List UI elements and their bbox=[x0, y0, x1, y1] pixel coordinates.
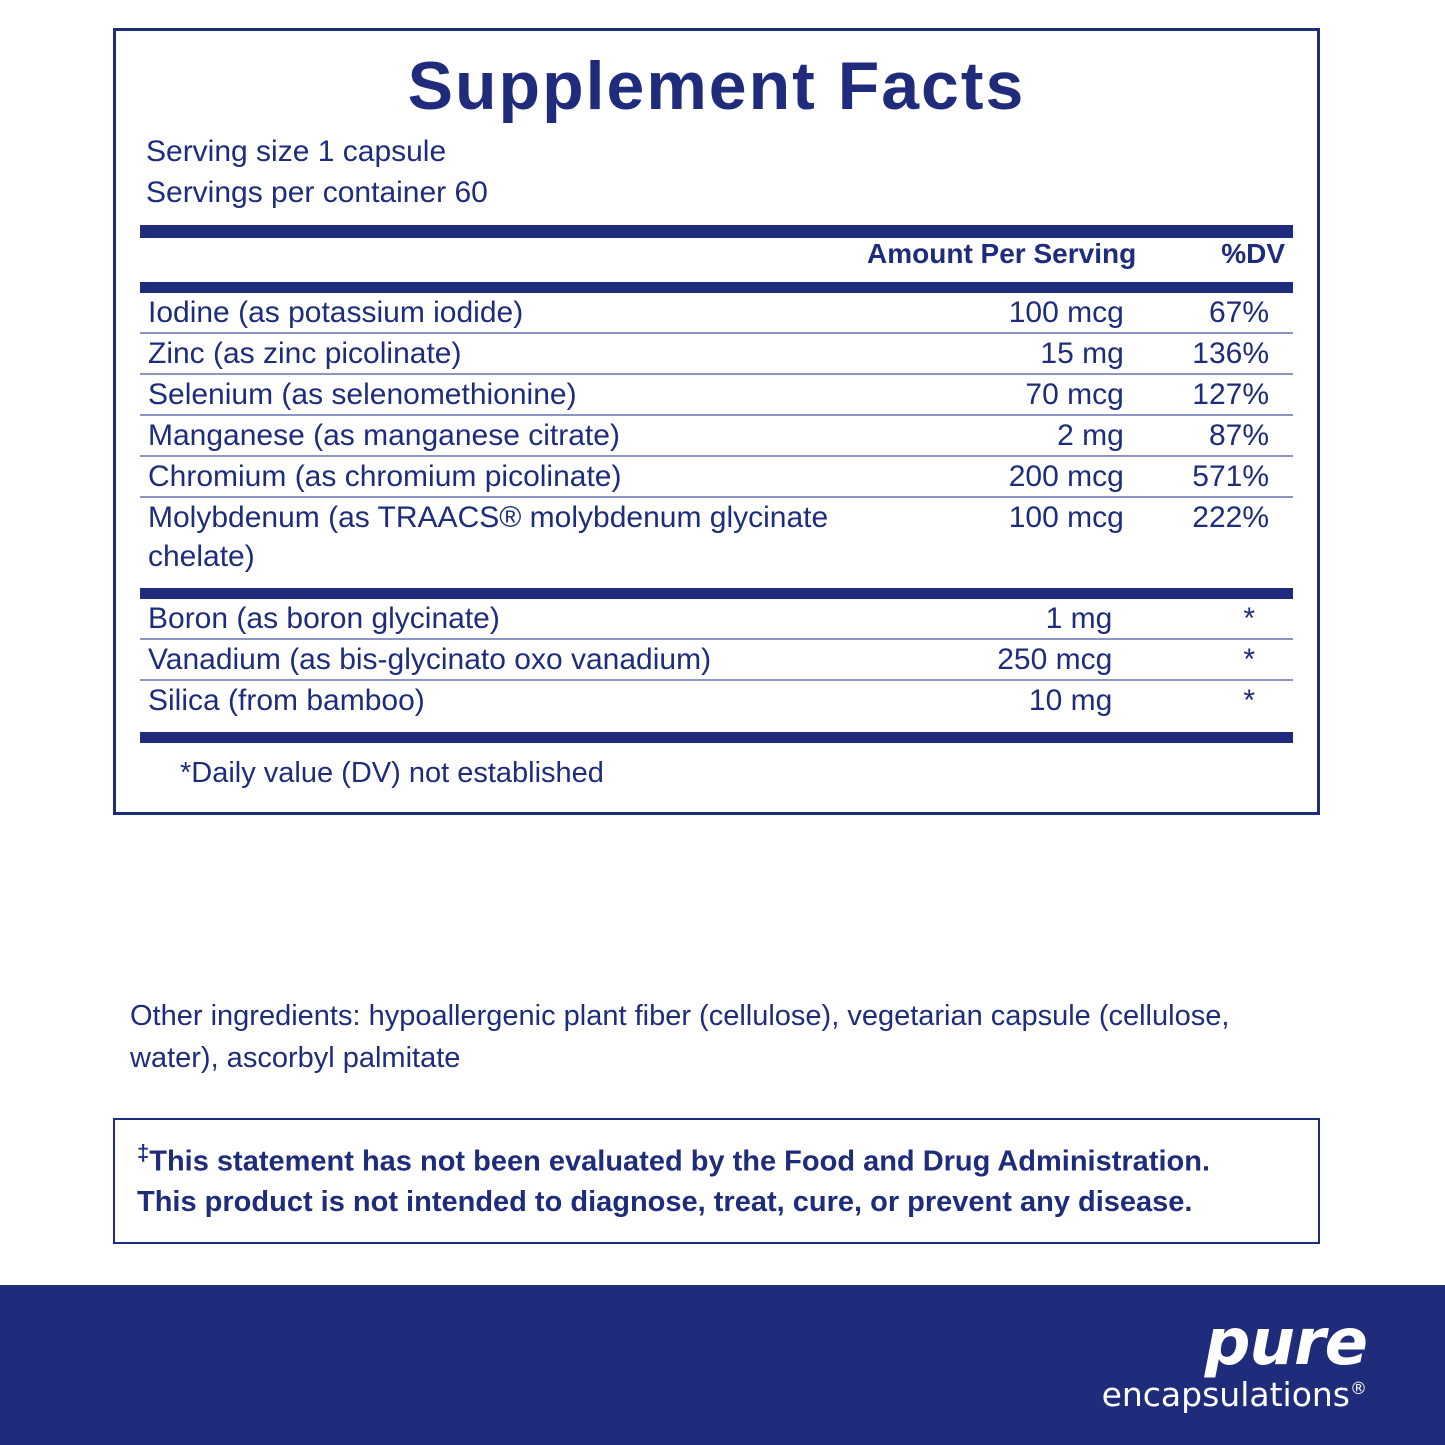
nutrient-name: Molybdenum (as TRAACS® molybdenum glycinate chelate) bbox=[148, 501, 829, 574]
nutrient-amount: 100 mcg bbox=[1008, 296, 1124, 330]
nutrient-amount: 10 mg bbox=[1028, 684, 1113, 718]
nutrient-dv: 67% bbox=[1208, 296, 1269, 330]
nutrient-dv: 136% bbox=[1192, 337, 1269, 371]
nutrient-amount: 70 mcg bbox=[1025, 378, 1124, 412]
table-row bbox=[140, 416, 1293, 455]
nutrition-rows-table bbox=[140, 293, 1293, 576]
other-ingredients: Other ingredients: hypoallergenic plant fiber (cellulose), vegetarian capsule (cellulose, water), ascorbyl palmitate bbox=[130, 1000, 1230, 1075]
nutrient-dv: * bbox=[1243, 602, 1255, 636]
nutrient-amount: 250 mcg bbox=[997, 643, 1113, 677]
table-row bbox=[140, 640, 1293, 679]
table-header-row bbox=[140, 238, 1293, 270]
nutrient-dv: * bbox=[1243, 684, 1255, 718]
table-row bbox=[140, 375, 1293, 414]
nutrient-amount: 100 mcg bbox=[1008, 501, 1124, 535]
disclaimer-line-1: This statement has not been evaluated by the Food and Drug Administration. bbox=[149, 1145, 1211, 1178]
table-row bbox=[140, 681, 1293, 720]
nutrient-name: Chromium (as chromium picolinate) bbox=[148, 460, 622, 494]
nutrient-dv: * bbox=[1243, 643, 1255, 677]
daily-value-footnote: *Daily value (DV) not established bbox=[180, 757, 604, 790]
nutrient-amount: 15 mg bbox=[1040, 337, 1124, 371]
table-row bbox=[140, 457, 1293, 496]
supplement-facts-panel bbox=[113, 28, 1320, 815]
nutrient-name: Iodine (as potassium iodide) bbox=[148, 296, 524, 330]
nutrient-amount: 2 mg bbox=[1057, 419, 1124, 453]
panel-title: Supplement Facts bbox=[407, 48, 1026, 124]
table-row bbox=[140, 599, 1293, 638]
registered-mark: ® bbox=[1350, 1379, 1367, 1399]
table-row bbox=[140, 498, 1293, 576]
nutrient-name: Zinc (as zinc picolinate) bbox=[148, 337, 462, 371]
nutrient-name: Manganese (as manganese citrate) bbox=[148, 419, 620, 453]
table-row bbox=[140, 293, 1293, 332]
servings-per-container-line: Servings per container 60 bbox=[146, 175, 488, 209]
nutrient-name: Selenium (as selenomethionine) bbox=[148, 378, 577, 412]
nutrient-dv: 571% bbox=[1192, 460, 1269, 494]
disclaimer-line-2: This product is not intended to diagnose, treat, cure, or prevent any disease. bbox=[137, 1185, 1193, 1218]
nutrient-amount: 1 mg bbox=[1045, 602, 1113, 636]
nutrient-amount: 200 mcg bbox=[1008, 460, 1124, 494]
brand-name: pure bbox=[1204, 1306, 1367, 1380]
nutrient-name: Boron (as boron glycinate) bbox=[148, 602, 500, 636]
header-nutrient bbox=[140, 238, 861, 270]
nutrient-dv: 127% bbox=[1192, 378, 1269, 412]
mid-thick-rule bbox=[140, 588, 1293, 599]
fda-disclaimer-box bbox=[113, 1118, 1320, 1244]
nutrient-dv: 87% bbox=[1208, 419, 1269, 453]
nutrient-dv: 222% bbox=[1192, 501, 1269, 535]
bottom-thick-rule bbox=[140, 732, 1293, 743]
top-thick-rule bbox=[140, 225, 1293, 238]
brand-footer-bar bbox=[0, 1285, 1445, 1445]
header-amount-per-serving: Amount Per Serving bbox=[867, 238, 1137, 270]
table-row bbox=[140, 334, 1293, 373]
brand-subtitle bbox=[1102, 1377, 1367, 1413]
brand-subtitle-text: encapsulations bbox=[1101, 1375, 1350, 1414]
serving-size-line: Serving size 1 capsule bbox=[146, 135, 447, 169]
brand-logo bbox=[1101, 1306, 1367, 1414]
nutrient-name: Vanadium (as bis-glycinato oxo vanadium) bbox=[148, 643, 712, 677]
header-percent-dv: %DV bbox=[1221, 238, 1285, 270]
disclaimer-marker: ‡ bbox=[137, 1140, 150, 1165]
nutrition-table bbox=[140, 238, 1293, 270]
header-thick-rule bbox=[140, 282, 1293, 293]
nutrient-name: Silica (from bamboo) bbox=[148, 684, 425, 718]
nutrition-rows-no-dv-table bbox=[140, 599, 1293, 720]
